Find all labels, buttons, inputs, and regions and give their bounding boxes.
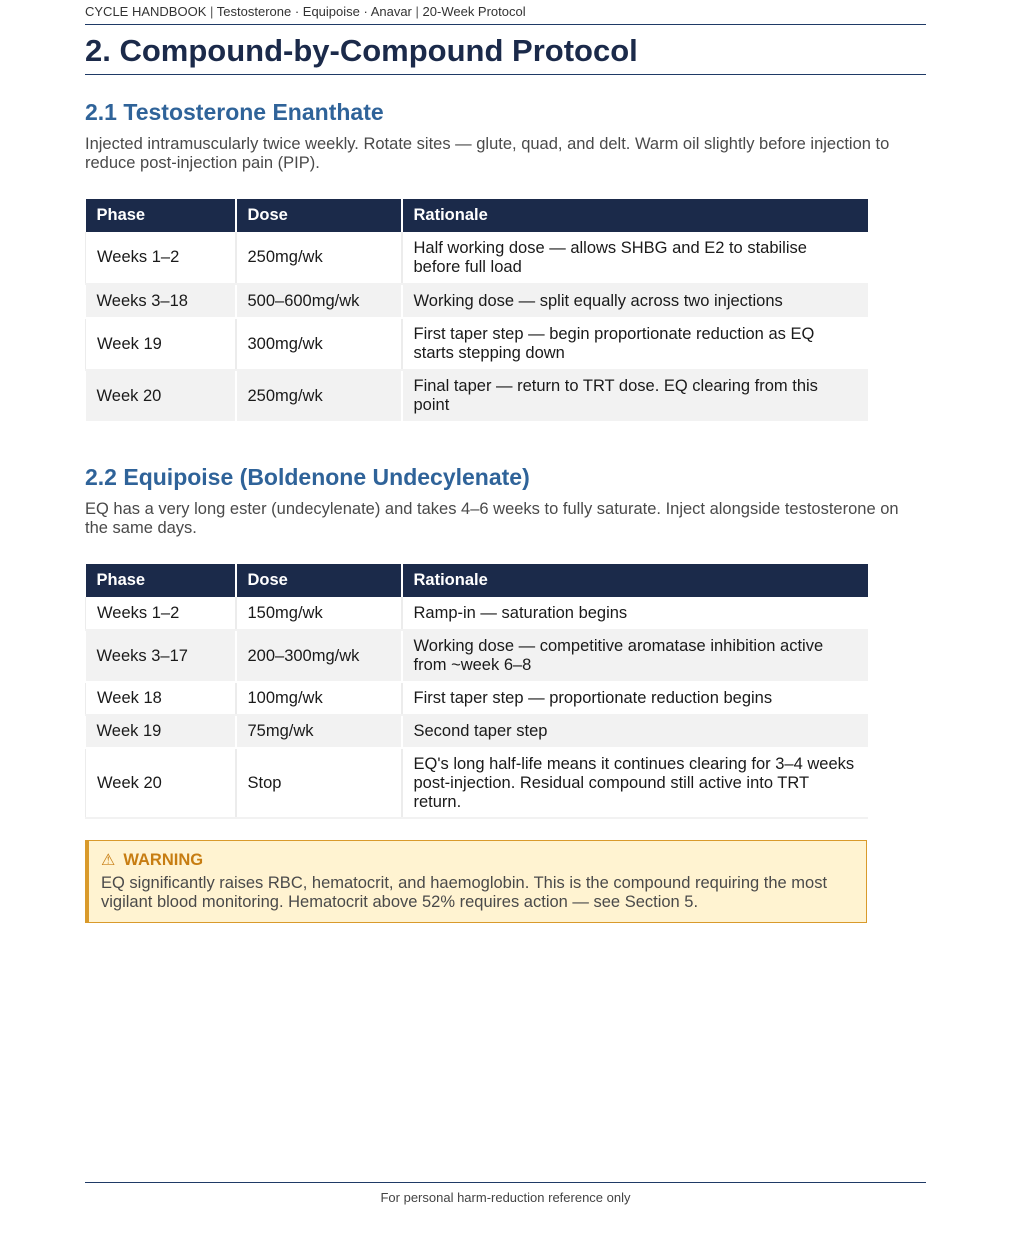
cell-dose: 75mg/wk	[236, 715, 402, 748]
table-row	[86, 715, 868, 748]
cell-dose: 100mg/wk	[236, 682, 402, 715]
table-row	[86, 630, 868, 682]
column-header-phase: Phase	[86, 564, 236, 597]
cell-dose: 300mg/wk	[236, 318, 402, 370]
column-header-dose: Dose	[236, 199, 402, 232]
table-row	[86, 597, 868, 630]
column-header-rationale: Rationale	[402, 199, 868, 232]
header-divider	[85, 24, 926, 25]
page-title: 2. Compound-by-Compound Protocol	[85, 33, 638, 68]
running-header	[85, 4, 926, 19]
cell-phase: Week 20	[86, 748, 236, 818]
table-row	[86, 682, 868, 715]
table-header-row	[86, 199, 868, 232]
page-footer: For personal harm-reduction reference only	[380, 1190, 631, 1205]
cell-phase: Week 19	[86, 318, 236, 370]
table-row	[86, 318, 868, 370]
cell-phase: Weeks 3–18	[86, 284, 236, 318]
cell-rationale: Second taper step	[402, 715, 868, 748]
equipoise-protocol-table	[85, 564, 868, 819]
testosterone-protocol-table	[85, 199, 868, 423]
cell-rationale: Final taper — return to TRT dose. EQ clearing from this point	[402, 370, 868, 422]
cell-dose: 250mg/wk	[236, 370, 402, 422]
warning-label: WARNING	[123, 850, 204, 869]
footer-divider	[85, 1182, 926, 1183]
header-protocol: 20-Week Protocol	[422, 4, 526, 19]
warning-triangle-icon: ⚠	[101, 852, 116, 869]
cell-dose: 500–600mg/wk	[236, 284, 402, 318]
cell-rationale: EQ's long half-life means it continues clearing for 3–4 weeks post-injection. Residual compound still active into TRT return.	[402, 748, 868, 818]
section-title-equipoise: 2.2 Equipoise (Boldenone Undecylenate)	[85, 464, 530, 490]
title-divider	[85, 74, 926, 75]
cell-dose: 250mg/wk	[236, 232, 402, 284]
cell-phase: Weeks 1–2	[86, 597, 236, 630]
cell-dose: 150mg/wk	[236, 597, 402, 630]
cell-dose: 200–300mg/wk	[236, 630, 402, 682]
section-intro-equipoise: EQ has a very long ester (undecylenate) and takes 4–6 weeks to fully saturate. Inject alongside testosterone on the same days.	[85, 500, 899, 537]
warning-text: EQ significantly raises RBC, hematocrit, and haemoglobin. This is the compound requiring the most vigilant blood monitoring. Hematocrit above 52% requires action — see Section 5.	[101, 874, 828, 911]
cell-rationale: Working dose — competitive aromatase inhibition active from ~week 6–8	[402, 630, 868, 682]
table-header-row	[86, 564, 868, 597]
column-header-dose: Dose	[236, 564, 402, 597]
header-separator: |	[415, 4, 419, 19]
cell-rationale: Half working dose — allows SHBG and E2 to stabilise before full load	[402, 232, 868, 284]
cell-phase: Week 20	[86, 370, 236, 422]
column-header-phase: Phase	[86, 199, 236, 232]
cell-rationale: Ramp-in — saturation begins	[402, 597, 868, 630]
cell-phase: Weeks 1–2	[86, 232, 236, 284]
cell-phase: Week 18	[86, 682, 236, 715]
warning-header	[101, 850, 852, 870]
cell-rationale: Working dose — split equally across two injections	[402, 284, 868, 318]
table-row	[86, 284, 868, 318]
cell-phase: Weeks 3–17	[86, 630, 236, 682]
table-row	[86, 370, 868, 422]
section-title-testosterone: 2.1 Testosterone Enanthate	[85, 99, 384, 125]
cell-dose: Stop	[236, 748, 402, 818]
table-row	[86, 232, 868, 284]
cell-rationale: First taper step — begin proportionate reduction as EQ starts stepping down	[402, 318, 868, 370]
table-row	[86, 748, 868, 818]
cell-phase: Week 19	[86, 715, 236, 748]
warning-callout	[85, 840, 867, 923]
header-compounds: Testosterone · Equipoise · Anavar	[216, 4, 412, 19]
header-separator: |	[210, 4, 214, 19]
header-brand: CYCLE HANDBOOK	[85, 4, 207, 19]
cell-rationale: First taper step — proportionate reduction begins	[402, 682, 868, 715]
section-intro-testosterone: Injected intramuscularly twice weekly. Rotate sites — glute, quad, and delt. Warm oil slightly before injection to reduce post-injection pain (PIP).	[85, 135, 890, 172]
column-header-rationale: Rationale	[402, 564, 868, 597]
